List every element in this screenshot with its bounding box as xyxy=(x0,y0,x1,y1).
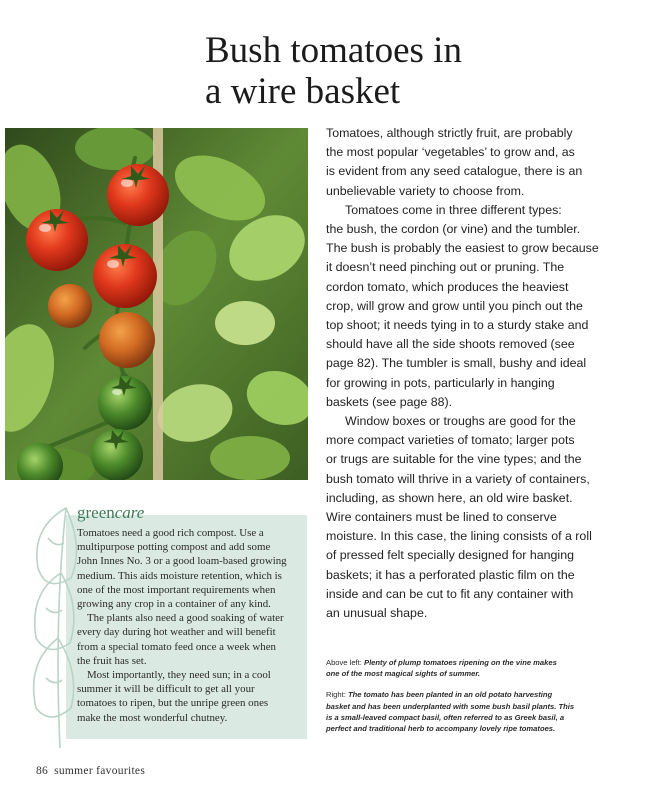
caption-text: perfect and traditional herb to accompany lovely ripe tomatoes. xyxy=(326,724,556,734)
caption-lead: Above left: xyxy=(326,658,362,667)
tomato xyxy=(99,312,155,368)
text-line: tomatoes to ripen, but the unripe green ones xyxy=(77,697,269,710)
text-line: an unusual shape. xyxy=(326,606,428,621)
tomato xyxy=(107,164,169,226)
caption-text: Plenty of plump tomatoes ripening on the vine makes xyxy=(361,658,557,667)
text-line: make the most wonderful chutney. xyxy=(77,711,228,724)
greencare-text xyxy=(77,526,307,725)
tomato xyxy=(48,284,92,328)
text-line: crop, will grow and grow until you pinch out the xyxy=(326,298,583,313)
paragraph xyxy=(326,124,636,201)
text-line: the most popular ‘vegetables’ to grow and, as xyxy=(326,145,575,160)
text-line: inside and can be cut to fit any container with xyxy=(326,586,574,601)
paragraph xyxy=(326,412,636,623)
text-line xyxy=(326,668,656,679)
text-line: is evident from any seed catalogue, there is an xyxy=(326,164,583,179)
text-line: for growing in pots, particularly in hanging xyxy=(326,375,555,390)
text-line: should have all the side shoots removed (see xyxy=(326,337,575,352)
text-line: Tomatoes come in three different types: xyxy=(345,202,562,217)
text-line: Wire containers must be lined to conserve xyxy=(326,510,557,525)
text-line: John Innes No. 3 or a good loam-based growing xyxy=(77,555,287,568)
text-line xyxy=(326,701,656,712)
text-line xyxy=(326,712,656,723)
paragraph xyxy=(77,668,307,725)
text-line: every day during hot weather and will benefit xyxy=(77,626,276,639)
text-line: including, as shown here, an old wire basket. xyxy=(326,490,573,505)
page-number: 86 xyxy=(36,765,49,777)
photo-captions xyxy=(326,657,656,744)
text-line: medium. This aids moisture retention, which is xyxy=(77,569,282,582)
text-line: from a special tomato feed once a week when xyxy=(77,640,276,653)
caption-above-left xyxy=(326,657,656,679)
article-body xyxy=(326,124,636,623)
text-line: bush tomato will thrive in a variety of containers, xyxy=(326,471,590,486)
tomato-vine-illustration xyxy=(5,128,308,480)
caption-text: one of the most magical sights of summer. xyxy=(326,669,481,679)
page-title xyxy=(205,30,645,112)
text-line: The plants also need a good soaking of water xyxy=(87,612,284,625)
caption-text: The tomato has been planted in an old potato harvesting xyxy=(345,690,553,700)
text-line: cordon tomato, which produces the heaviest xyxy=(326,279,569,294)
text-line: more compact varieties of tomato; larger pots xyxy=(326,433,575,448)
caption-lead: Right: xyxy=(326,690,346,700)
text-line: Tomatoes, although strictly fruit, are probably xyxy=(326,126,573,140)
text-line: moisture. In this case, the lining consists of a roll xyxy=(326,529,592,544)
tomato-vine-photo xyxy=(5,128,308,480)
text-line: top shoot; it needs tying in to a sturdy stake and xyxy=(326,318,589,333)
greencare-heading-plain: green xyxy=(77,503,115,522)
text-line: of pressed felt specially designed for hanging xyxy=(326,548,574,563)
text-line: growing any crop in a container of any kind. xyxy=(77,598,271,611)
text-line: Window boxes or troughs are good for the xyxy=(345,414,576,429)
text-line xyxy=(326,689,656,700)
text-line: it doesn’t need pinching out or pruning. The xyxy=(326,260,565,275)
paragraph xyxy=(326,201,636,412)
text-line: one of the most important requirements when xyxy=(77,583,276,596)
page-title-line-1: Bush tomatoes in xyxy=(205,30,462,71)
caption-text: basket and has been underplanted with some bush basil plants. This xyxy=(326,701,575,711)
caption-right xyxy=(326,689,656,734)
text-line: the bush, the cordon (or vine) and the tumbler. xyxy=(326,222,581,237)
text-line: Tomatoes need a good rich compost. Use a xyxy=(77,527,264,539)
text-line xyxy=(326,723,656,734)
text-line: page 82). The tumbler is small, bushy and ideal xyxy=(326,356,587,371)
text-line: or trugs are suitable for the vine types; and the xyxy=(326,452,582,467)
text-line: baskets (see page 88). xyxy=(326,394,453,409)
page-footer xyxy=(36,765,145,777)
paragraph xyxy=(77,611,307,668)
text-line: summer it will be difficult to get all your xyxy=(77,683,255,696)
page-title-line-2: a wire basket xyxy=(205,71,401,112)
section-name: summer favourites xyxy=(54,765,146,777)
text-line: The bush is probably the easiest to grow because xyxy=(326,241,599,256)
text-line: unbelievable variety to choose from. xyxy=(326,183,525,198)
text-line: baskets; it has a perforated plastic film on the xyxy=(326,567,575,582)
paragraph xyxy=(77,526,307,611)
text-line xyxy=(326,657,656,668)
greencare-heading xyxy=(77,503,144,523)
text-line: Most importantly, they need sun; in a cool xyxy=(87,669,271,682)
caption-text: is a small-leaved compact basil, often referred to as Greek basil, a xyxy=(326,712,565,722)
greencare-heading-italic: care xyxy=(114,503,145,522)
text-line: multipurpose potting compost and add some xyxy=(77,541,271,554)
text-line: the fruit has set. xyxy=(77,654,147,667)
